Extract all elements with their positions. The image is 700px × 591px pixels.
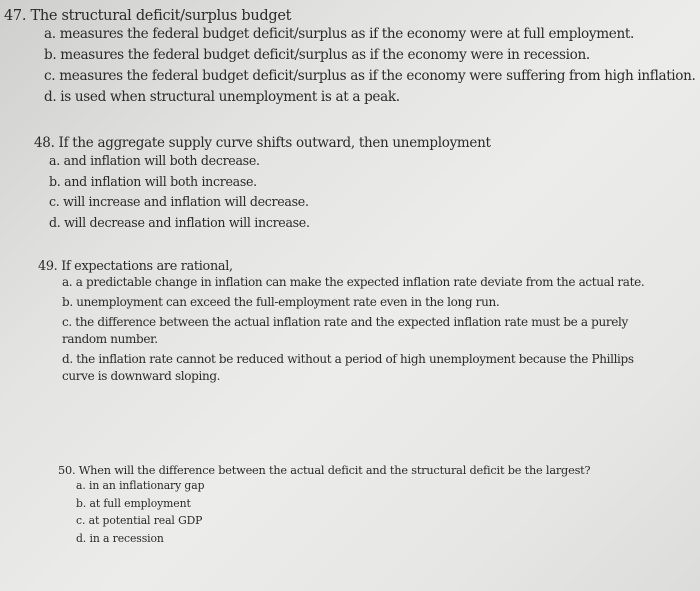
answer-option-a: a. in an inflationary gap [76,479,205,492]
answer-option-b: b. and inflation will both increase. [49,173,257,189]
question-stem: 48. If the aggregate supply curve shifts outward, then unemployment [34,135,491,151]
answer-option-c: c. will increase and inflation will decrease. [49,194,309,209]
answer-option-a: a. and inflation will both decrease. [49,153,260,168]
answer-option-c: c. the difference between the actual inflation rate and the expected inflation rate must be a purely random number. [62,315,628,346]
question-47 [4,8,696,108]
answer-option-a: a. measures the federal budget deficit/surplus as if the economy were at full employment. [44,26,634,42]
answer-option-d: d. in a recession [76,531,164,545]
question-stem: 49. If expectations are rational, [38,259,233,274]
answer-option-a: a. a predictable change in inflation can make the expected inflation rate deviate from the actual rate. [62,275,645,289]
answer-option-b: b. measures the federal budget deficit/surplus as if the economy were in recession. [44,47,590,63]
answer-option-c: c. measures the federal budget deficit/surplus as if the economy were suffering from high inflation. [44,68,696,84]
answer-option-d: d. will decrease and inflation will increase. [49,214,310,230]
answer-option-d: d. is used when structural unemployment is at a peak. [44,89,400,105]
question-48 [34,135,491,233]
question-stem: 50. When will the difference between the actual deficit and the structural deficit be the largest? [58,464,591,477]
answer-option-b: b. at full employment [76,496,191,510]
question-50 [58,464,590,547]
question-stem: 47. The structural deficit/surplus budget [4,8,292,24]
answer-option-b: b. unemployment can exceed the full-employment rate even in the long run. [62,295,500,309]
answer-option-c: c. at potential real GDP [76,514,203,527]
question-49 [38,259,678,388]
answer-option-d: d. the inflation rate cannot be reduced without a period of high unemployment because the Phillips curve is downward sloping. [62,352,634,383]
